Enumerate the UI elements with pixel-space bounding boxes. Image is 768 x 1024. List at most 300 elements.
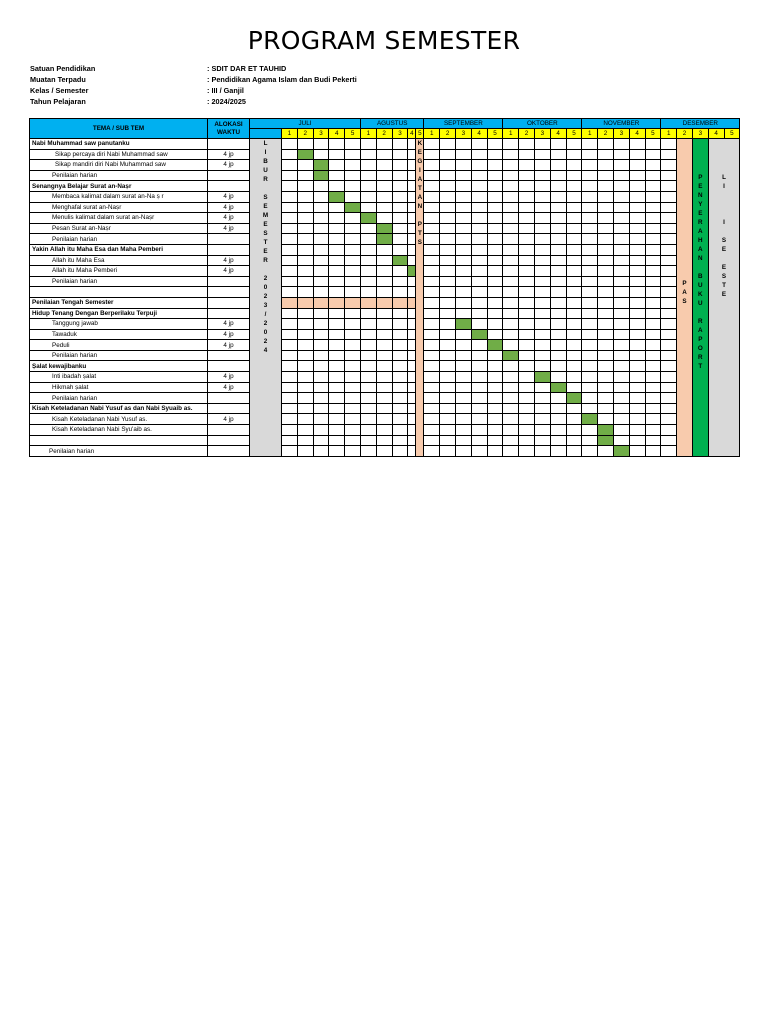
week-cell xyxy=(455,213,471,224)
week-cell xyxy=(503,308,519,319)
topic-cell: Menghafal surat an-Naṣr xyxy=(30,202,208,213)
week-cell xyxy=(613,181,629,192)
week-cell xyxy=(455,223,471,234)
week-cell xyxy=(471,393,487,404)
week-cell xyxy=(661,287,677,298)
week-cell xyxy=(550,340,566,351)
week-cell xyxy=(519,435,535,446)
week-cell xyxy=(519,340,535,351)
topic-cell: Tawaduk xyxy=(30,329,208,340)
table-row xyxy=(30,287,740,298)
week-cell xyxy=(360,319,376,330)
week-cell xyxy=(613,382,629,393)
week-cell xyxy=(345,181,361,192)
table-row xyxy=(30,276,740,287)
week-cell xyxy=(645,287,661,298)
week-cell xyxy=(566,181,582,192)
table-row xyxy=(30,213,740,224)
week-number: 1 xyxy=(282,129,298,139)
week-cell xyxy=(519,223,535,234)
week-cell xyxy=(424,170,440,181)
week-cell xyxy=(376,276,392,287)
week-cell xyxy=(582,213,598,224)
week-cell xyxy=(376,297,392,308)
week-cell xyxy=(471,191,487,202)
week-cell xyxy=(297,329,313,340)
week-cell xyxy=(661,361,677,372)
week-cell xyxy=(440,170,456,181)
week-cell xyxy=(345,276,361,287)
week-cell xyxy=(519,403,535,414)
week-cell xyxy=(645,160,661,171)
week-cell xyxy=(329,160,345,171)
week-cell xyxy=(550,223,566,234)
topic-cell: Inti ibadah ṣalat xyxy=(30,372,208,383)
week-cell xyxy=(345,372,361,383)
week-cell xyxy=(598,244,614,255)
week-number: 4 xyxy=(550,129,566,139)
week-cell xyxy=(376,255,392,266)
week-cell xyxy=(613,297,629,308)
week-cell xyxy=(424,446,440,457)
week-cell xyxy=(345,425,361,436)
week-cell xyxy=(392,223,408,234)
week-cell xyxy=(534,139,550,150)
week-cell xyxy=(424,287,440,298)
week-cell xyxy=(645,276,661,287)
week-cell xyxy=(598,350,614,361)
week-cell xyxy=(598,329,614,340)
week-cell xyxy=(661,234,677,245)
week-cell xyxy=(455,234,471,245)
topic-cell: Membaca kalimat dalam surat an-Na ṣ r xyxy=(30,191,208,202)
week-cell xyxy=(376,361,392,372)
week-cell xyxy=(345,287,361,298)
week-cell xyxy=(297,255,313,266)
week-cell xyxy=(550,297,566,308)
week-cell xyxy=(424,234,440,245)
table-row xyxy=(30,403,740,414)
week-cell xyxy=(534,266,550,277)
week-cell xyxy=(392,287,408,298)
week-cell xyxy=(487,308,503,319)
week-cell xyxy=(440,223,456,234)
week-cell xyxy=(598,234,614,245)
topic-cell: Penilaian harian xyxy=(30,234,208,245)
alloc-cell xyxy=(208,350,250,361)
week-cell xyxy=(440,255,456,266)
table-row xyxy=(30,149,740,160)
week-cell xyxy=(629,181,645,192)
week-cell xyxy=(455,276,471,287)
week-cell xyxy=(282,266,298,277)
week-cell xyxy=(645,297,661,308)
week-cell xyxy=(329,181,345,192)
week-cell xyxy=(440,329,456,340)
week-cell xyxy=(582,403,598,414)
week-cell xyxy=(550,255,566,266)
topic-cell: Ṣalat kewajibanku xyxy=(30,361,208,372)
week-cell xyxy=(392,382,408,393)
table-row xyxy=(30,435,740,446)
week-cell xyxy=(297,319,313,330)
week-cell xyxy=(408,223,416,234)
week-cell xyxy=(598,393,614,404)
week-cell xyxy=(471,149,487,160)
week-cell xyxy=(360,446,376,457)
week-cell xyxy=(582,425,598,436)
week-cell xyxy=(503,202,519,213)
week-cell xyxy=(503,446,519,457)
week-number: 4 xyxy=(329,129,345,139)
week-cell xyxy=(424,244,440,255)
week-cell xyxy=(471,435,487,446)
week-cell xyxy=(345,308,361,319)
week-cell xyxy=(392,276,408,287)
week-cell xyxy=(503,425,519,436)
week-cell xyxy=(503,361,519,372)
topic-cell: Allah itu Maha Esa xyxy=(30,255,208,266)
kegiatan-pts-column: K E G I A T A N P T S xyxy=(416,139,424,457)
week-cell xyxy=(313,160,329,171)
week-cell xyxy=(392,446,408,457)
week-cell xyxy=(471,202,487,213)
week-cell xyxy=(440,191,456,202)
week-number: 2 xyxy=(519,129,535,139)
week-cell xyxy=(629,350,645,361)
week-cell xyxy=(329,350,345,361)
topic-cell: Kisah Keteladanan Nabi Yusuf as dan Nabi Syuaib as. xyxy=(30,403,208,414)
week-cell xyxy=(329,414,345,425)
week-cell xyxy=(297,191,313,202)
week-cell xyxy=(613,403,629,414)
alloc-cell xyxy=(208,435,250,446)
week-cell xyxy=(345,340,361,351)
week-cell xyxy=(424,403,440,414)
week-cell xyxy=(424,350,440,361)
week-cell xyxy=(582,382,598,393)
week-cell xyxy=(297,372,313,383)
topic-cell: Penilaian harian xyxy=(30,446,208,457)
week-cell xyxy=(392,234,408,245)
week-cell xyxy=(376,213,392,224)
week-cell xyxy=(360,361,376,372)
week-cell xyxy=(440,350,456,361)
week-cell xyxy=(471,340,487,351)
week-cell xyxy=(360,223,376,234)
week-cell xyxy=(455,435,471,446)
week-cell xyxy=(645,191,661,202)
week-cell xyxy=(503,149,519,160)
week-cell xyxy=(297,382,313,393)
week-cell xyxy=(566,361,582,372)
week-number: 3 xyxy=(692,129,708,139)
week-cell xyxy=(613,414,629,425)
week-cell xyxy=(392,435,408,446)
week-cell xyxy=(360,170,376,181)
week-cell xyxy=(629,435,645,446)
week-cell xyxy=(360,234,376,245)
week-cell xyxy=(329,202,345,213)
week-cell xyxy=(282,361,298,372)
week-cell xyxy=(629,213,645,224)
week-cell xyxy=(392,202,408,213)
week-cell xyxy=(376,266,392,277)
week-cell xyxy=(329,244,345,255)
alloc-cell xyxy=(208,234,250,245)
week-cell xyxy=(550,213,566,224)
week-cell xyxy=(313,213,329,224)
alloc-cell xyxy=(208,403,250,414)
topic-cell: Senangnya Belajar Surat an-Naṣr xyxy=(30,181,208,192)
week-cell xyxy=(550,350,566,361)
week-cell xyxy=(424,319,440,330)
week-cell xyxy=(297,139,313,150)
week-cell xyxy=(598,361,614,372)
week-cell xyxy=(487,372,503,383)
week-cell xyxy=(550,202,566,213)
week-number: 5 xyxy=(724,129,740,139)
week-cell xyxy=(487,361,503,372)
week-cell xyxy=(566,276,582,287)
week-cell xyxy=(566,191,582,202)
week-cell xyxy=(376,435,392,446)
week-cell xyxy=(313,202,329,213)
table-row xyxy=(30,361,740,372)
week-cell xyxy=(629,149,645,160)
week-cell xyxy=(471,319,487,330)
week-number: 2 xyxy=(440,129,456,139)
week-cell xyxy=(408,160,416,171)
alloc-cell xyxy=(208,425,250,436)
week-cell xyxy=(534,297,550,308)
week-cell xyxy=(455,202,471,213)
week-cell xyxy=(360,160,376,171)
alloc-cell: 4 jp xyxy=(208,255,250,266)
week-cell xyxy=(329,308,345,319)
week-cell xyxy=(487,191,503,202)
header-theme: TEMA / SUB TEM xyxy=(30,119,208,139)
week-cell xyxy=(455,255,471,266)
week-cell xyxy=(282,160,298,171)
week-cell xyxy=(629,319,645,330)
week-cell xyxy=(582,414,598,425)
week-cell xyxy=(566,287,582,298)
week-cell xyxy=(629,223,645,234)
week-cell xyxy=(313,435,329,446)
week-cell xyxy=(598,266,614,277)
week-cell xyxy=(645,372,661,383)
week-number: 1 xyxy=(661,129,677,139)
week-cell xyxy=(329,393,345,404)
week-cell xyxy=(329,435,345,446)
week-cell xyxy=(408,181,416,192)
week-cell xyxy=(345,234,361,245)
week-cell xyxy=(550,266,566,277)
week-number: 1 xyxy=(360,129,376,139)
week-cell xyxy=(519,287,535,298)
week-cell xyxy=(487,319,503,330)
week-cell xyxy=(392,191,408,202)
week-cell xyxy=(313,234,329,245)
week-cell xyxy=(313,446,329,457)
week-cell xyxy=(424,382,440,393)
week-cell xyxy=(613,350,629,361)
week-cell xyxy=(582,223,598,234)
week-cell xyxy=(282,234,298,245)
week-cell xyxy=(313,350,329,361)
info-value: : 2024/2025 xyxy=(207,97,246,106)
week-cell xyxy=(329,234,345,245)
week-number: 4 xyxy=(471,129,487,139)
table-row xyxy=(30,446,740,457)
libur-semester-end-column: L I I S E E S T E xyxy=(708,139,740,457)
week-cell xyxy=(440,276,456,287)
week-cell xyxy=(360,340,376,351)
week-cell xyxy=(503,276,519,287)
week-cell xyxy=(550,361,566,372)
week-cell xyxy=(297,276,313,287)
week-cell xyxy=(297,266,313,277)
week-cell xyxy=(598,149,614,160)
week-cell xyxy=(424,266,440,277)
week-cell xyxy=(408,361,416,372)
week-cell xyxy=(503,170,519,181)
week-cell xyxy=(598,414,614,425)
week-cell xyxy=(313,382,329,393)
week-cell xyxy=(313,287,329,298)
week-cell xyxy=(487,244,503,255)
week-cell xyxy=(440,414,456,425)
week-cell xyxy=(313,308,329,319)
week-cell xyxy=(582,435,598,446)
week-cell xyxy=(376,382,392,393)
week-cell xyxy=(503,403,519,414)
week-cell xyxy=(282,170,298,181)
week-cell xyxy=(455,160,471,171)
info-label: Kelas / Semester xyxy=(30,86,89,95)
week-cell xyxy=(582,287,598,298)
alloc-cell xyxy=(208,446,250,457)
week-cell xyxy=(408,350,416,361)
week-cell xyxy=(297,425,313,436)
week-cell xyxy=(297,361,313,372)
month-header: JULI xyxy=(250,119,361,129)
info-value: : Pendidikan Agama Islam dan Budi Pekerti xyxy=(207,75,357,84)
week-cell xyxy=(503,340,519,351)
week-cell xyxy=(408,276,416,287)
week-cell xyxy=(645,149,661,160)
table-row xyxy=(30,319,740,330)
week-cell xyxy=(345,255,361,266)
week-number: 3 xyxy=(392,129,408,139)
week-cell xyxy=(598,446,614,457)
week-cell xyxy=(661,223,677,234)
week-cell xyxy=(455,382,471,393)
week-cell xyxy=(566,170,582,181)
week-cell xyxy=(582,149,598,160)
week-cell xyxy=(519,446,535,457)
week-cell xyxy=(360,372,376,383)
week-cell xyxy=(661,382,677,393)
week-number: 5 xyxy=(645,129,661,139)
week-cell xyxy=(661,244,677,255)
week-cell xyxy=(392,297,408,308)
week-cell xyxy=(282,191,298,202)
week-cell xyxy=(360,308,376,319)
week-cell xyxy=(534,435,550,446)
week-cell xyxy=(566,372,582,383)
week-number: 4 xyxy=(408,129,416,139)
week-cell xyxy=(313,244,329,255)
week-cell xyxy=(566,266,582,277)
alloc-cell: 4 jp xyxy=(208,160,250,171)
week-cell xyxy=(645,255,661,266)
week-cell xyxy=(519,425,535,436)
week-cell xyxy=(519,308,535,319)
week-cell xyxy=(313,266,329,277)
libur-semester-column: L I B U R S E M E S T E R 2 0 2 3 / 2 0 2 4 xyxy=(250,139,282,457)
week-cell xyxy=(376,308,392,319)
week-cell xyxy=(550,276,566,287)
week-cell xyxy=(519,393,535,404)
week-cell xyxy=(360,149,376,160)
week-cell xyxy=(519,139,535,150)
week-cell xyxy=(329,340,345,351)
week-cell xyxy=(613,319,629,330)
week-cell xyxy=(392,149,408,160)
week-cell xyxy=(582,393,598,404)
week-cell xyxy=(329,191,345,202)
month-header: OKTOBER xyxy=(503,119,582,129)
week-cell xyxy=(376,329,392,340)
week-cell xyxy=(392,139,408,150)
week-cell xyxy=(392,266,408,277)
week-cell xyxy=(329,170,345,181)
week-cell xyxy=(661,255,677,266)
month-header: NOVEMBER xyxy=(582,119,661,129)
week-cell xyxy=(329,319,345,330)
week-cell xyxy=(661,149,677,160)
week-cell xyxy=(471,425,487,436)
week-cell xyxy=(629,266,645,277)
week-cell xyxy=(313,170,329,181)
week-cell xyxy=(376,350,392,361)
week-cell xyxy=(661,170,677,181)
week-cell xyxy=(471,244,487,255)
week-cell xyxy=(534,340,550,351)
week-cell xyxy=(408,329,416,340)
week-cell xyxy=(282,414,298,425)
week-cell xyxy=(582,266,598,277)
week-cell xyxy=(345,319,361,330)
week-cell xyxy=(313,340,329,351)
info-value: : SDIT DAR ET TAUHID xyxy=(207,64,287,73)
week-cell xyxy=(661,393,677,404)
week-cell xyxy=(297,297,313,308)
week-cell xyxy=(345,170,361,181)
week-cell xyxy=(440,160,456,171)
week-cell xyxy=(645,350,661,361)
week-cell xyxy=(598,372,614,383)
topic-cell: Hikmah ṣalat xyxy=(30,382,208,393)
week-cell xyxy=(329,403,345,414)
week-cell xyxy=(471,372,487,383)
week-cell xyxy=(345,160,361,171)
week-cell xyxy=(534,191,550,202)
week-cell xyxy=(408,446,416,457)
week-cell xyxy=(661,403,677,414)
